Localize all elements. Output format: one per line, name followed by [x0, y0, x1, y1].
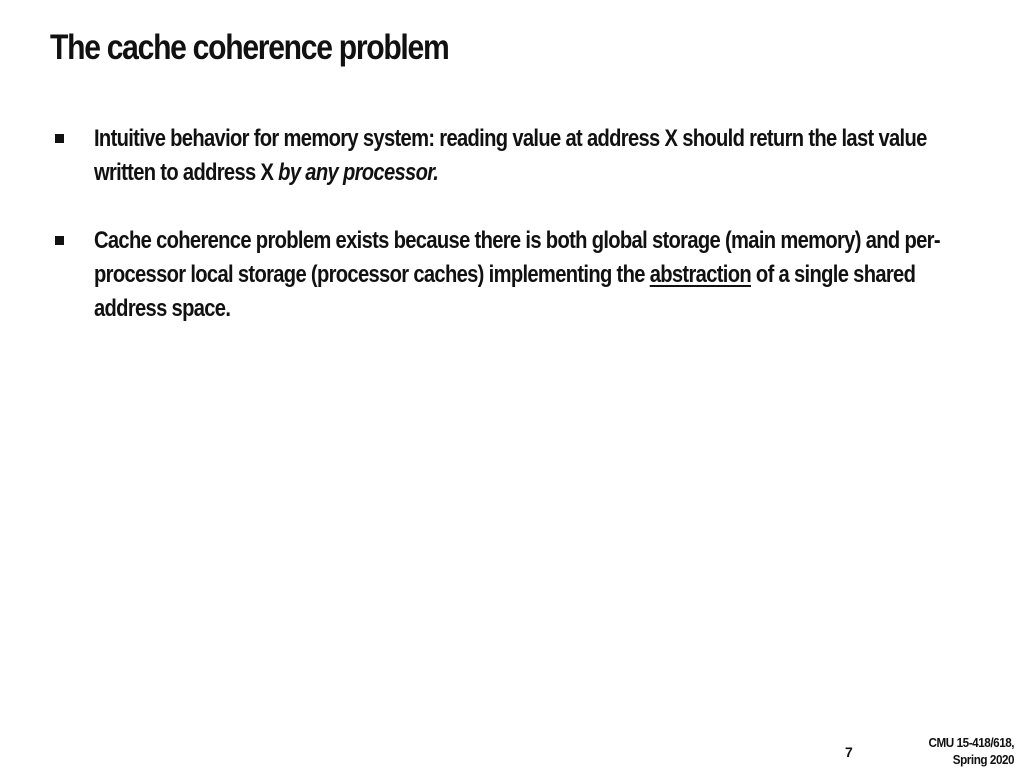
bullet-item-intuitive-behavior [52, 122, 992, 190]
bullet-text-emphasis: by any processor [278, 159, 434, 186]
course-info [928, 734, 1014, 768]
bullet-text [94, 122, 984, 190]
bullet-text-run: Cache coherence problem exists because there is both global storage (main memory) and per-processor local storage (processor caches) implementing the [94, 227, 940, 288]
square-bullet-icon [55, 134, 64, 143]
bullet-text-run: . [433, 159, 439, 186]
page-number: 7 [845, 744, 853, 760]
bullet-list [52, 122, 992, 360]
slide-title: The cache coherence problem [50, 28, 449, 67]
bullet-text [94, 224, 984, 326]
bullet-item-coherence-problem [52, 224, 992, 326]
bullet-text-run: of a single shared address space. [94, 261, 916, 322]
bullet-text-underlined: abstraction [649, 261, 751, 288]
bullet-text-run: Intuitive behavior for memory system: reading value at address X should return the last value written to address X [94, 125, 927, 186]
square-bullet-icon [55, 236, 64, 245]
course-term: Spring 2020 [952, 752, 1014, 767]
course-name: CMU 15-418/618, [928, 735, 1014, 750]
